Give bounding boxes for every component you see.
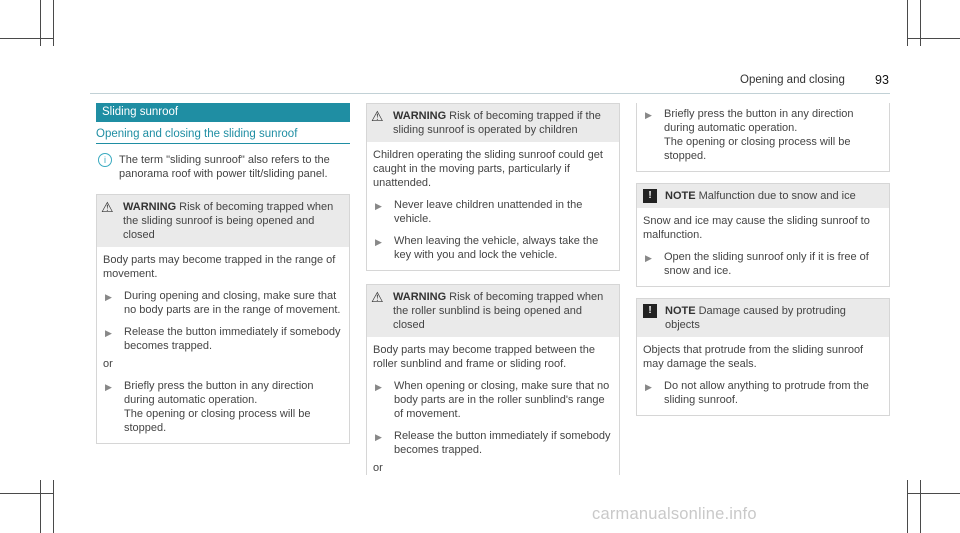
step-item (373, 429, 613, 457)
warning-triangle-icon: ⚠ (371, 108, 384, 124)
step-arrow-icon: ▶ (645, 110, 652, 120)
crop-mark (40, 480, 41, 533)
note-box (636, 183, 890, 287)
step-result: The opening or closing process will be stopped. (124, 408, 311, 434)
step-result: The opening or closing process will be stopped. (664, 136, 851, 162)
header-rule (90, 93, 890, 94)
step-arrow-icon: ▶ (105, 292, 112, 302)
crop-mark (0, 38, 53, 39)
step-item (103, 325, 343, 353)
warning-header (367, 104, 619, 142)
step-arrow-icon: ▶ (105, 382, 112, 392)
step-item (373, 198, 613, 226)
step-arrow-icon: ▶ (375, 237, 382, 247)
step-text: Briefly press the button in any direction during automatic operation. (664, 108, 854, 134)
note-header (637, 184, 889, 208)
continued-warning-box (636, 103, 890, 172)
crop-mark (907, 38, 960, 39)
note-text: Snow and ice may cause the sliding sunroof to malfunction. (643, 215, 870, 241)
step-arrow-icon: ▶ (375, 432, 382, 442)
note-box (636, 298, 890, 416)
note-title: Damage caused by protruding objects (665, 305, 846, 331)
step-text: When leaving the vehicle, always take the key with you and lock the vehicle. (394, 235, 599, 261)
column-2 (366, 103, 620, 475)
warning-body (367, 337, 619, 475)
warning-box (366, 103, 620, 271)
section-title: Sliding sunroof (96, 103, 350, 122)
warning-header (367, 285, 619, 337)
crop-mark (0, 493, 53, 494)
watermark: carmanualsonline.info (592, 505, 757, 523)
warning-body (97, 247, 349, 443)
note-title: Malfunction due to snow and ice (698, 190, 856, 202)
warning-title: Risk of becoming trapped when the sliding sunroof is being opened and closed (123, 201, 334, 241)
note-exclamation-icon: ! (643, 189, 657, 203)
warning-box (366, 284, 620, 475)
step-text: Open the sliding sunroof only if it is free of snow and ice. (664, 251, 869, 277)
or-text: or (373, 462, 383, 474)
warning-title: Risk of becoming trapped if the sliding sunroof is operated by children (393, 110, 601, 136)
step-arrow-icon: ▶ (375, 201, 382, 211)
step-text: When opening or closing, make sure that no body parts are in the roller sunblind's range of movement. (394, 380, 610, 420)
or-text: or (103, 358, 113, 370)
warning-header (97, 195, 349, 247)
step-text: Release the button immediately if somebody becomes trapped. (124, 326, 341, 352)
step-arrow-icon: ▶ (375, 382, 382, 392)
step-item (643, 107, 883, 163)
step-arrow-icon: ▶ (645, 253, 652, 263)
warning-text: Body parts may become trapped between the roller sunblind and frame or sliding roof. (373, 344, 595, 370)
info-note (96, 153, 350, 181)
step-text: Briefly press the button in any direction during automatic operation. (124, 380, 314, 406)
warning-keyword: WARNING (393, 110, 447, 122)
step-item (103, 289, 343, 317)
crop-mark (920, 0, 921, 46)
info-circle-icon: i (98, 153, 112, 167)
warning-keyword: WARNING (123, 201, 177, 213)
crop-mark (907, 480, 908, 533)
step-text: Release the button immediately if somebody becomes trapped. (394, 430, 611, 456)
step-item (643, 379, 883, 407)
note-exclamation-icon: ! (643, 304, 657, 318)
crop-mark (907, 493, 960, 494)
step-arrow-icon: ▶ (105, 328, 112, 338)
step-item (103, 379, 343, 435)
note-keyword: NOTE (665, 190, 696, 202)
step-item (643, 250, 883, 278)
warning-text: Children operating the sliding sunroof could get caught in the moving parts, particularly if unattended. (373, 149, 603, 189)
step-item (373, 379, 613, 421)
note-body (637, 208, 889, 286)
warning-text: Body parts may become trapped in the range of movement. (103, 254, 336, 280)
step-text: Do not allow anything to protrude from the sliding sunroof. (664, 380, 869, 406)
warning-body (637, 103, 889, 171)
note-header (637, 299, 889, 337)
column-3 (636, 103, 890, 416)
warning-keyword: WARNING (393, 291, 447, 303)
warning-body (367, 142, 619, 270)
warning-box (96, 194, 350, 444)
note-body (637, 337, 889, 415)
warning-title: Risk of becoming trapped when the roller sunblind is being opened and closed (393, 291, 604, 331)
note-text: Objects that protrude from the sliding sunroof may damage the seals. (643, 344, 864, 370)
info-text: The term "sliding sunroof" also refers to the panorama roof with power tilt/sliding panel. (119, 154, 330, 180)
crop-mark (53, 480, 54, 533)
column-1 (96, 103, 350, 444)
crop-mark (907, 0, 908, 46)
step-text: Never leave children unattended in the vehicle. (394, 199, 583, 225)
step-arrow-icon: ▶ (645, 382, 652, 392)
crop-mark (920, 480, 921, 533)
running-head: Opening and closing (740, 74, 845, 86)
warning-triangle-icon: ⚠ (371, 289, 384, 305)
warning-triangle-icon: ⚠ (101, 199, 114, 215)
crop-mark (40, 0, 41, 46)
step-text: During opening and closing, make sure that no body parts are in the range of movement. (124, 290, 341, 316)
step-item (373, 234, 613, 262)
subheading: Opening and closing the sliding sunroof (96, 127, 350, 144)
page-number: 93 (875, 73, 889, 87)
note-keyword: NOTE (665, 305, 696, 317)
crop-mark (53, 0, 54, 46)
